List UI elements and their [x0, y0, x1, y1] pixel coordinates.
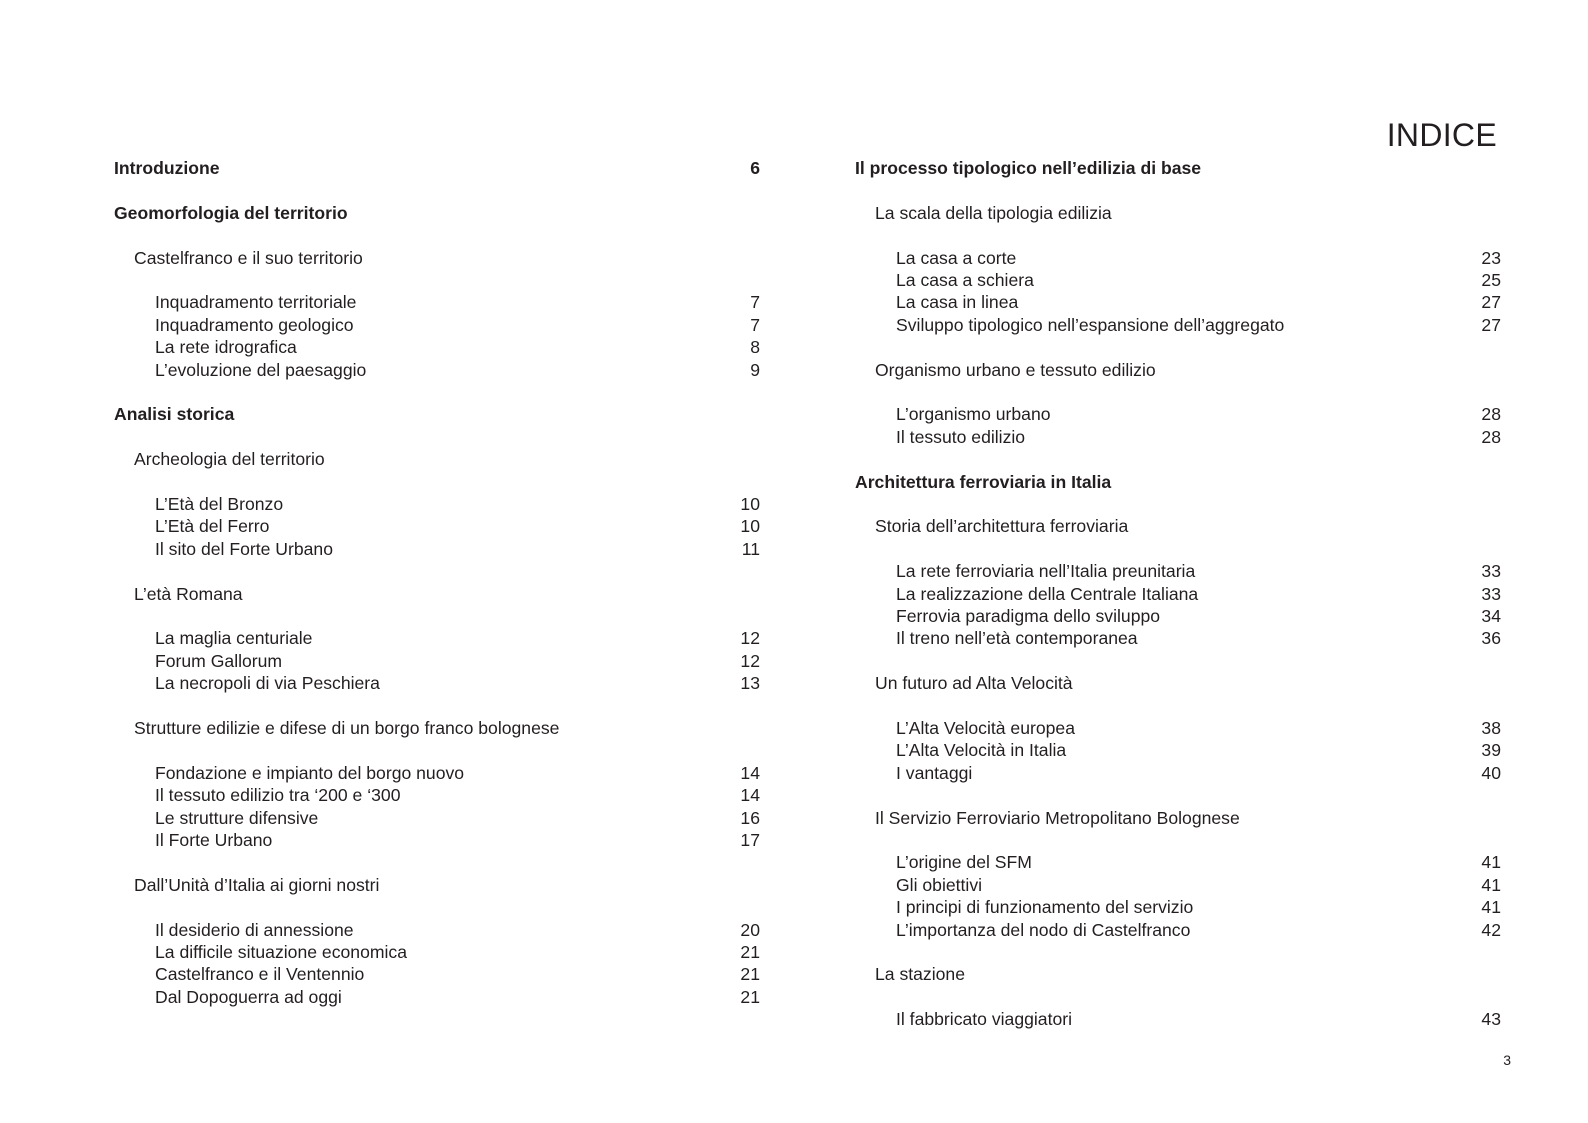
toc-page-number: 10: [740, 494, 760, 514]
toc-entry: [114, 359, 760, 381]
toc-entry-title: L’Alta Velocità in Italia: [896, 740, 1067, 761]
toc-entry-title: La rete idrografica: [155, 337, 297, 358]
toc-entry-title: Ferrovia paradigma dello sviluppo: [896, 606, 1161, 627]
toc-entry: [114, 650, 760, 672]
toc-entry: [855, 1008, 1501, 1030]
toc-subsection: [855, 672, 1501, 694]
page-title: INDICE: [1386, 117, 1497, 154]
toc-subsection: [114, 448, 760, 470]
toc-entry-title: Gli obiettivi: [896, 874, 983, 895]
toc-entry: [855, 739, 1501, 761]
toc-entry: [114, 672, 760, 694]
toc-entry-title: La casa a corte: [896, 247, 1017, 268]
toc-entry-title: L’evoluzione del paesaggio: [155, 359, 367, 380]
toc-page-number: 13: [740, 673, 760, 694]
toc-page-number: 11: [741, 538, 760, 559]
toc-entry-title: La casa in linea: [896, 292, 1019, 313]
toc-page-number: 27: [1481, 314, 1501, 335]
toc-entry: [114, 784, 760, 806]
toc-page-number: 27: [1481, 292, 1501, 313]
toc-entry-title: L’Alta Velocità europea: [896, 718, 1076, 739]
toc-entry-title: L’età Romana: [134, 583, 243, 604]
toc-entry: [855, 874, 1501, 896]
toc-page-number: 14: [740, 762, 760, 783]
toc-page-number: 21: [740, 986, 760, 1007]
toc-entry: [114, 493, 760, 515]
toc-entry: [114, 963, 760, 985]
toc-section-heading: [855, 157, 1501, 179]
toc-page-number: 12: [740, 650, 760, 671]
toc-entry: [855, 605, 1501, 627]
toc-entry-title: Inquadramento geologico: [155, 314, 354, 335]
toc-page-number: 28: [1481, 426, 1501, 447]
toc-entry-title: I principi di funzionamento del servizio: [896, 897, 1194, 918]
toc-entry-title: La scala della tipologia edilizia: [875, 202, 1112, 223]
toc-entry: [855, 919, 1501, 941]
toc-entry-title: Il tessuto edilizio: [896, 426, 1026, 447]
toc-page-number: 41: [1481, 852, 1501, 873]
toc-page-number: 21: [740, 964, 760, 985]
toc-entry-title: La casa a schiera: [896, 270, 1034, 290]
toc-entry: [114, 515, 760, 537]
toc-entry: [855, 314, 1501, 336]
toc-entry-title: Il sito del Forte Urbano: [155, 538, 333, 559]
toc-entry-title: Sviluppo tipologico nell’espansione dell’aggregato: [896, 314, 1285, 335]
toc-entry-title: Introduzione: [114, 158, 220, 178]
toc-entry-title: Castelfranco e il suo territorio: [134, 247, 363, 268]
page-number: 3: [1503, 1052, 1511, 1068]
toc-page-number: 43: [1481, 1009, 1501, 1030]
toc-entry: [855, 426, 1501, 448]
toc-page-number: 8: [750, 337, 760, 358]
toc-entry: [855, 247, 1501, 269]
toc-entry-title: Dal Dopoguerra ad oggi: [155, 986, 342, 1007]
toc-entry-title: Il Forte Urbano: [155, 830, 273, 851]
toc-entry: [114, 314, 760, 336]
toc-entry-title: Fondazione e impianto del borgo nuovo: [155, 762, 465, 783]
toc-page-number: 14: [740, 785, 760, 806]
toc-page-number: 7: [750, 292, 760, 313]
toc-entry-title: L’Età del Ferro: [155, 516, 270, 537]
toc-section-heading: [114, 202, 760, 224]
toc-entry-title: Storia dell’architettura ferroviaria: [875, 516, 1129, 537]
toc-subsection: [855, 807, 1501, 829]
toc-entry: [114, 627, 760, 649]
toc-entry-title: La rete ferroviaria nell’Italia preunitaria: [896, 561, 1196, 582]
toc-entry-title: La maglia centuriale: [155, 628, 313, 649]
toc-page-number: 20: [740, 919, 760, 940]
toc-entry-title: La stazione: [875, 964, 965, 985]
toc-page-number: 28: [1481, 404, 1501, 425]
toc-page-number: 33: [1481, 583, 1501, 604]
toc-entry-title: Analisi storica: [114, 404, 235, 425]
toc-entry-title: Archeologia del territorio: [134, 449, 325, 470]
toc-entry-title: Un futuro ad Alta Velocità: [875, 673, 1073, 694]
toc-entry: [114, 807, 760, 829]
toc-page-number: 16: [740, 807, 760, 828]
toc-entry-title: I vantaggi: [896, 762, 973, 783]
toc-section-heading: [114, 157, 760, 179]
toc-page-number: 42: [1481, 919, 1501, 940]
toc-entry-title: Organismo urbano e tessuto edilizio: [875, 359, 1156, 380]
toc-entry-title: L’importanza del nodo di Castelfranco: [896, 919, 1191, 940]
toc-page-number: 39: [1481, 740, 1501, 761]
toc-entry-title: Le strutture difensive: [155, 807, 319, 828]
toc-page-number: 6: [750, 158, 760, 178]
toc-page-number: 36: [1481, 628, 1501, 649]
toc-entry-title: Strutture edilizie e difese di un borgo franco bolognese: [134, 718, 560, 739]
toc-page-number: 23: [1481, 247, 1501, 268]
toc-subsection: [114, 874, 760, 896]
toc-entry: [114, 986, 760, 1008]
toc-entry: [855, 627, 1501, 649]
toc-entry-title: L’origine del SFM: [896, 852, 1032, 873]
toc-page-number: 34: [1481, 606, 1501, 627]
toc-entry: [855, 717, 1501, 739]
toc-page-number: 33: [1481, 561, 1501, 582]
toc-page-number: 17: [740, 830, 760, 851]
toc-entry: [114, 941, 760, 963]
toc-page-number: 9: [750, 359, 760, 380]
toc-page-number: 41: [1481, 874, 1501, 895]
toc-entry: [114, 538, 760, 560]
toc-entry-title: Il desiderio di annessione: [155, 919, 354, 940]
toc-entry-title: Inquadramento territoriale: [155, 292, 357, 313]
toc-subsection: [855, 359, 1501, 381]
toc-page-number: 12: [740, 628, 760, 649]
toc-subsection: [855, 515, 1501, 537]
toc-entry-title: La difficile situazione economica: [155, 942, 407, 963]
toc-entry-title: Castelfranco e il Ventennio: [155, 964, 365, 985]
toc-page-number: 21: [740, 942, 760, 963]
toc-entry-title: Il Servizio Ferroviario Metropolitano Bolognese: [875, 807, 1240, 828]
toc-entry: [855, 291, 1501, 313]
toc-entry: [114, 291, 760, 313]
toc-entry-title: Geomorfologia del territorio: [114, 202, 348, 223]
toc-column-left: [114, 157, 760, 1008]
toc-subsection: [855, 963, 1501, 985]
toc-entry-title: Il fabbricato viaggiatori: [896, 1009, 1073, 1030]
toc-subsection: [855, 202, 1501, 224]
toc-subsection: [114, 583, 760, 605]
toc-entry: [855, 851, 1501, 873]
toc-subsection: [114, 717, 760, 739]
toc-page-number: 10: [740, 516, 760, 537]
toc-entry-title: L’organismo urbano: [896, 404, 1051, 425]
toc-entry: [114, 919, 760, 941]
toc-entry-title: Forum Gallorum: [155, 650, 283, 671]
toc-entry-title: Il treno nell’età contemporanea: [896, 628, 1138, 649]
toc-entry: [855, 269, 1501, 291]
toc-page-number: 40: [1481, 762, 1501, 783]
toc-entry-title: Dall’Unità d’Italia ai giorni nostri: [134, 874, 380, 895]
toc-entry-title: Il tessuto edilizio tra ‘200 e ‘300: [155, 785, 401, 806]
toc-page-number: 41: [1481, 897, 1501, 918]
toc-entry: [855, 583, 1501, 605]
toc-page-number: 38: [1481, 718, 1501, 739]
toc-entry: [855, 560, 1501, 582]
toc-entry: [855, 896, 1501, 918]
toc-entry-title: La necropoli di via Peschiera: [155, 673, 380, 694]
toc-entry: [114, 762, 760, 784]
toc-page-number: 7: [750, 314, 760, 335]
toc-section-heading: [114, 403, 760, 425]
toc-entry-title: Architettura ferroviaria in Italia: [855, 471, 1112, 492]
toc-entry: [114, 336, 760, 358]
toc-entry: [114, 829, 760, 851]
toc-column-right: [855, 157, 1501, 1031]
toc-entry-title: La realizzazione della Centrale Italiana: [896, 583, 1199, 604]
toc-section-heading: [855, 471, 1501, 493]
toc-page-number: 25: [1481, 270, 1501, 290]
toc-subsection: [114, 247, 760, 269]
toc-entry: [855, 403, 1501, 425]
toc-entry-title: Il processo tipologico nell’edilizia di base: [855, 158, 1202, 178]
toc-entry: [855, 762, 1501, 784]
toc-entry-title: L’Età del Bronzo: [155, 494, 284, 514]
